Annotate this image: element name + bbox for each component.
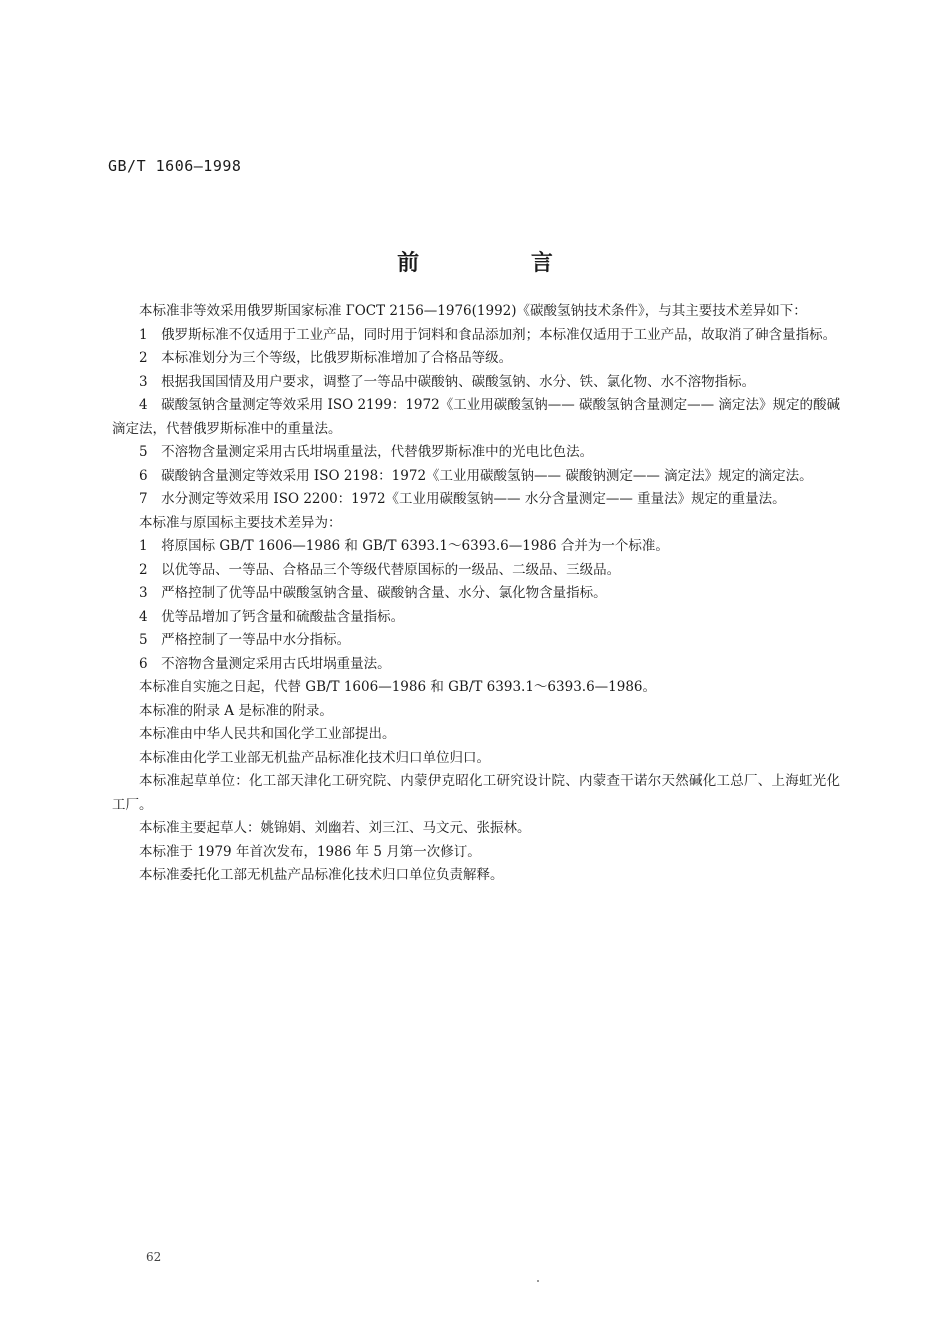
scan-speck <box>537 1280 539 1282</box>
paragraph: 1 将原国标 GB/T 1606—1986 和 GB/T 6393.1～6393.6—1986 合并为一个标准。 <box>139 538 669 554</box>
page-title: 前 言 <box>397 251 605 276</box>
paragraph: 本标准主要起草人：姚锦娟、刘幽若、刘三江、马文元、张振林。 <box>139 820 531 836</box>
paragraph: 5 严格控制了一等品中水分指标。 <box>139 632 351 648</box>
paragraph: 本标准起草单位：化工部天津化工研究院、内蒙伊克昭化工研究设计院、内蒙查干诺尔天然碱化工总厂、上海虹光化工厂。 <box>112 773 840 813</box>
paragraph: 2 以优等品、一等品、合格品三个等级代替原国标的一级品、二级品、三级品。 <box>139 561 621 578</box>
paragraph: 本标准非等效采用俄罗斯国家标准 ГОСТ 2156—1976(1992)《碳酸氢钠技术条件》，与其主要技术差异如下： <box>139 303 807 319</box>
paragraph: 2 本标准划分为三个等级，比俄罗斯标准增加了合格品等级。 <box>139 350 513 366</box>
foreword-body <box>112 300 840 888</box>
paragraph: 4 碳酸氢钠含量测定等效采用 ISO 2199：1972《工业用碳酸氢钠—— 碳酸氢钠含量测定—— 滴定法》规定的酸碱滴定法，代替俄罗斯标准中的重量法。 <box>112 397 840 437</box>
paragraph: 本标准由化学工业部无机盐产品标准化技术归口单位归口。 <box>139 749 490 766</box>
paragraph: 6 碳酸钠含量测定等效采用 ISO 2198：1972《工业用碳酸氢钠—— 碳酸钠测定—— 滴定法》规定的滴定法。 <box>139 467 813 484</box>
paragraph: 本标准自实施之日起，代替 GB/T 1606—1986 和 GB/T 6393.1～6393.6—1986。 <box>139 679 657 695</box>
paragraph: 本标准与原国标主要技术差异为： <box>139 514 342 531</box>
paragraph: 3 严格控制了优等品中碳酸氢钠含量、碳酸钠含量、水分、氯化物含量指标。 <box>139 585 607 601</box>
paragraph: 1 俄罗斯标准不仅适用于工业产品，同时用于饲料和食品添加剂；本标准仅适用于工业产品，故取消了砷含量指标。 <box>139 326 837 343</box>
paragraph: 6 不溶物含量测定采用古氏坩埚重量法。 <box>139 655 391 672</box>
paragraph: 本标准由中华人民共和国化学工业部提出。 <box>139 726 396 742</box>
paragraph: 7 水分测定等效采用 ISO 2200：1972《工业用碳酸氢钠—— 水分含量测定—— 重量法》规定的重量法。 <box>139 491 786 507</box>
page-number: 62 <box>146 1250 162 1264</box>
paragraph: 5 不溶物含量测定采用古氏坩埚重量法，代替俄罗斯标准中的光电比色法。 <box>139 444 594 460</box>
paragraph: 本标准于 1979 年首次发布，1986 年 5 月第一次修订。 <box>139 843 481 860</box>
paragraph: 本标准委托化工部无机盐产品标准化技术归口单位负责解释。 <box>139 867 504 883</box>
paragraph: 4 优等品增加了钙含量和硫酸盐含量指标。 <box>139 608 405 625</box>
standard-code: GB/T 1606—1998 <box>108 157 242 175</box>
paragraph: 3 根据我国国情及用户要求，调整了一等品中碳酸钠、碳酸氢钠、水分、铁、氯化物、水不溶物指标。 <box>139 373 756 390</box>
paragraph: 本标准的附录 A 是标准的附录。 <box>139 702 333 719</box>
